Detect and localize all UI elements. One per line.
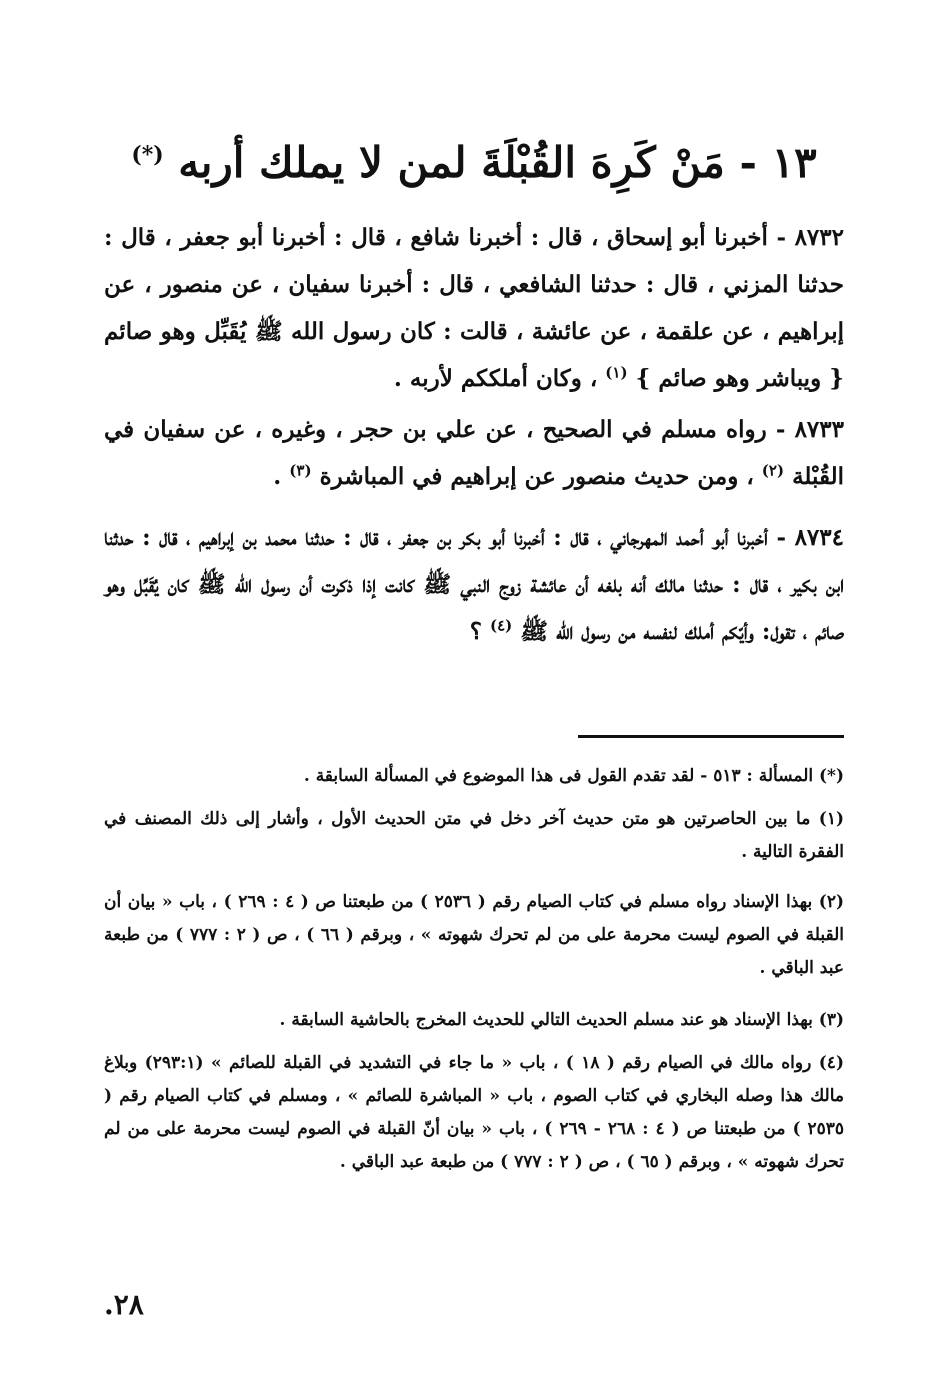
hadith-text: ٨٧٣٢ - أخبرنا أبو إسحاق ، قال : أخبرنا شافع ، قال : أخبرنا أبو جعفر ، قال : حدثنا المزني ، قال : حدثنا الشافعي ، قال : أخبرنا سفيان ، عن منصور ، عن إبراهيم ، عن علقمة ، عن عائشة ، قالت : كان رسول الله ﷺ يُقَبِّل وهو صائم { ويباشر وهو صائم } <box>104 224 844 392</box>
chapter-note-marker: (*) <box>131 142 164 168</box>
chapter-title <box>104 138 844 188</box>
footnote-ref: (٣) <box>289 461 312 480</box>
footnote-marker: (٤) <box>818 1053 844 1073</box>
footnote-2 <box>104 886 844 985</box>
hadith-8732 <box>104 214 844 402</box>
footnote-marker: (٢) <box>818 892 844 912</box>
footnote-separator <box>578 735 844 738</box>
footnote-marker: (٣) <box>818 1010 844 1030</box>
chapter-title-text: ١٣ - مَنْ كَرِهَ القُبْلَةَ لمن لا يملك أربه <box>178 138 817 187</box>
hadith-text-end: ، وكان أملككم لأربه . <box>393 365 598 392</box>
hadith-text-end: . <box>273 463 282 490</box>
footnote-1 <box>104 803 844 869</box>
hadith-text: ٨٧٣٣ - رواه مسلم في الصحيح ، عن علي بن حجر ، وغيره ، عن سفيان في القُبْلة <box>104 416 844 490</box>
hadith-text: ٨٧٣٤ - أخبرنا أبو أحمد المهرجاني ، قال : أخبرنا أبو بكر بن جعفر ، قال : حدثنا محمد بن إبراهيم ، قال : حدثنا ابن بكير ، قال : حدثنا مالك أنه بلغه أن عائشة زوج النبي ﷺ كانت إذا ذكرت أن رسول الله ﷺ كان يُقَبِّل وهو صائم ، تقول: وأيّكم أملك لنفسه من رسول الله ﷺ <box>104 524 844 645</box>
hadith-text-mid: ، ومن حديث منصور عن إبراهيم في المباشرة <box>319 463 754 490</box>
footnote-text: بهذا الإسناد رواه مسلم في كتاب الصيام رقم ( ٢٥٣٦ ) من طبعتنا ص ( ٤ : ٢٦٩ ) ، باب « بيان أن القبلة في الصوم ليست محرمة على من لم تحرك شهوته » ، وبرقم ( ٦٦ ) ، ص ( ٢ : ٧٧٧ ) من طبعة عبد الباقي . <box>104 892 844 978</box>
footnote-text: بهذا الإسناد هو عند مسلم الحديث التالي للحديث المخرج بالحاشية السابقة . <box>279 1010 813 1030</box>
footnote-4 <box>104 1047 844 1179</box>
footnote-marker: (١) <box>818 809 844 829</box>
footnote-star <box>104 760 844 793</box>
footnote-text: رواه مالك في الصيام رقم ( ١٨ ) ، باب « ما جاء في التشديد في القبلة للصائم » (٢٩٣:١) وبلاغ مالك هذا وصله البخاري في كتاب الصوم ، باب « المباشرة للصائم » ، ومسلم في كتاب الصيام رقم ( ٢٥٣٥ ) من طبعتنا ص ( ٤ : ٢٦٨ - ٢٦٩ ) ، باب « بيان أنّ القبلة في الصوم ليست محرمة على من لم تحرك شهوته » ، وبرقم ( ٦٥ ) ، ص ( ٢ : ٧٧٧ ) من طبعة عبد الباقي . <box>104 1053 844 1172</box>
footnote-text: - لقد تقدم القول فى هذا الموضوع في المسألة السابقة . <box>303 766 708 786</box>
hadith-8733 <box>104 406 844 500</box>
footnote-marker: (*) المسألة : ٥١٣ <box>713 766 844 786</box>
hadith-text-end: ؟ <box>469 618 482 645</box>
footnote-ref: (٢) <box>761 461 785 480</box>
page-number: ٢٨. <box>104 1288 144 1321</box>
footnote-text: ما بين الحاصرتين هو متن حديث آخر دخل في متن الحديث الأول ، وأشار إلى ذلك المصنف في الفقرة التالية . <box>104 809 844 862</box>
footnote-ref: (١) <box>605 363 628 382</box>
footnote-3 <box>104 1004 844 1037</box>
hadith-8734 <box>104 514 844 655</box>
footnote-ref: (٤) <box>489 616 513 635</box>
